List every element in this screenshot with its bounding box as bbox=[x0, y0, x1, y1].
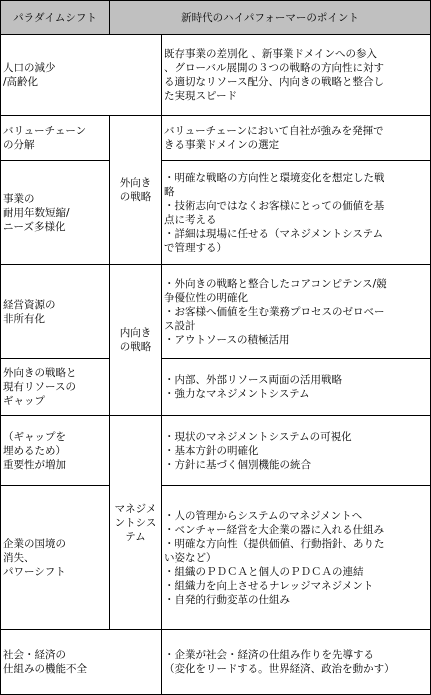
table-row bbox=[1, 416, 431, 486]
points-cell: 既存事業の差別化 、新事業ドメインへの参入 、グローバル展開の３つの戦略の方向性に対す る適切なリソース配分、内向きの戦略と整合し た実現スピード bbox=[162, 35, 431, 116]
points-cell: ・現状のマネジメントシステムの可視化 ・基本方針の明確化 ・方針に基づく個別機能の統合 bbox=[162, 416, 431, 486]
table-row bbox=[1, 161, 431, 265]
table-row bbox=[1, 359, 431, 416]
header-points: 新時代のハイパフォーマーのポイント bbox=[110, 1, 431, 35]
paradigm-cell: 外向きの戦略と 現有リソースの ギャップ bbox=[1, 359, 110, 416]
points-cell: ・外向きの戦略と整合したコアコンピテンス/競 争優位性の明確化 ・お客様へ価値を生む業務プロセスのゼロベー ス設計 ・アウトソースの積極活用 bbox=[162, 265, 431, 359]
header-row bbox=[1, 1, 431, 35]
table-row bbox=[1, 630, 431, 695]
paradigm-cell: バリューチェーン の分解 bbox=[1, 116, 110, 161]
points-cell: ・人の管理からシステムのマネジメントへ ・ベンチャー経営を大企業の器に入れる仕組み ・明確な方向性（提供価値、行動指針、ありた い姿など） ・組織のＰＤＣＡと個人のＰＤＣＡの連結 ・組織力を向上させるナレッジマネジメント ・自発的行動変革の仕組み bbox=[162, 486, 431, 630]
header-paradigm-shift: パラダイムシフト bbox=[1, 1, 110, 35]
paradigm-cell: 経営資源の 非所有化 bbox=[1, 265, 110, 359]
points-cell: バリューチェーンにおいて自社が強みを発揮で きる事業ドメインの選定 bbox=[162, 116, 431, 161]
paradigm-cell: 企業の国境の 消失、 パワーシフト bbox=[1, 486, 110, 630]
table-row bbox=[1, 35, 431, 116]
paradigm-cell: 事業の 耐用年数短縮/ ニーズ多様化 bbox=[1, 161, 110, 265]
table-row bbox=[1, 265, 431, 359]
group-cell-management-system: マネジメ ントシス テム bbox=[110, 416, 162, 630]
paradigm-cell: 人口の減少 /高齢化 bbox=[1, 35, 162, 116]
table-row bbox=[1, 116, 431, 161]
paradigm-cell: 社会・経済の 仕組みの機能不全 bbox=[1, 630, 162, 695]
group-cell-inward-strategy: 内向き の戦略 bbox=[110, 265, 162, 416]
table-row bbox=[1, 486, 431, 630]
group-cell-outward-strategy: 外向き の戦略 bbox=[110, 116, 162, 265]
points-cell: ・内部、外部リソース両面の活用戦略 ・強力なマネジメントシステム bbox=[162, 359, 431, 416]
points-cell: ・明確な戦略の方向性と環境変化を想定した戦 略 ・技術志向ではなくお客様にとっての価値を基 点に考える ・詳細は現場に任せる（マネジメントシステム で管理する） bbox=[162, 161, 431, 265]
paradigm-cell: （ギャップを 埋めるため） 重要性が増加 bbox=[1, 416, 110, 486]
points-cell: ・企業が社会・経済の仕組み作りを先導する （変化をリードする。世界経済、政治を動かす） bbox=[162, 630, 431, 695]
